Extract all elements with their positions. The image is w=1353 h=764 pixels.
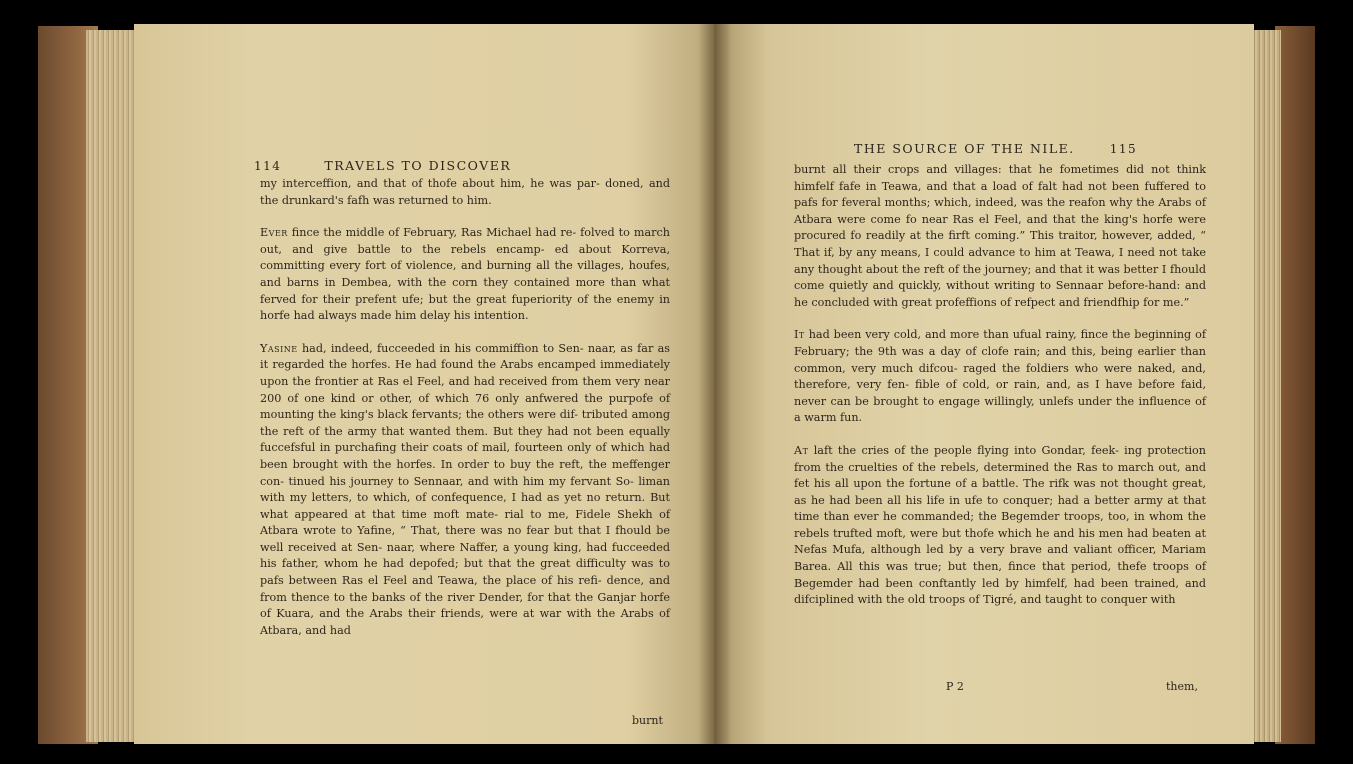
left-running-head: TRAVELS TO DISCOVER xyxy=(324,158,512,173)
right-catchword: them, xyxy=(1166,680,1198,693)
paragraph: Yasine had, indeed, fucceeded in his commiffion to Sen- naar, as far as it regarded the horfes. He had found the Arabs encamped immediately upon the frontier at Ras el Feel, and had received from them very near 200 of one kind or other, of which 76 only anfwered the purpofe of mounting the king's black fervants; the others were dif- tributed among the reft of the army that wanted them. But they had not been equally fuccefsful in purchafing their coats of mail, fourteen only of which had been brought with the horfes. In order to buy the reft, the meffenger con- tinued his journey to Sennaar, and with him my fervant So- liman with my letters, to which, of confequence, I had as yet no return. But what appeared at that time moft mate- rial to me, Fidele Shekh of Atbara wrote to Yafine, “ That, there was no fear but that I fhould be well received at Sen- naar, where Naffer, a young king, had fucceeded his father, whom he had depofed; but that the great difficulty was to pafs between Ras el Feel and Teawa, the place of his refi- dence, and from thence to the banks of the river Dender, for that the Ganjar horfe of Kuara, and the Arabs their friends, were at war with the Arabs of Atbara, and had xyxy=(260,341,670,637)
paragraph: burnt all their crops and villages: that he fometimes did not think himfelf fafe in Teawa, and that a load of falt had not been fuffered to pafs for feveral months; which, indeed, was the reafon why the Arabs of Atbara were come fo near Ras el Feel, and that the king's horfe were procured fo readily at the firft coming.” This traitor, however, added, “ That if, by any means, I could advance to him at Teawa, I need not take any thought about the reft of the journey; and that it was better I fhould come quietly and quickly, without writing to Sennaar before-hand: and he concluded with great profeffions of refpect and friendfhip for me.” xyxy=(794,163,1206,309)
left-catchword: burnt xyxy=(632,714,663,727)
open-book xyxy=(38,16,1315,749)
book-cover-right xyxy=(1275,26,1315,744)
left-page xyxy=(134,24,714,744)
right-page-body xyxy=(794,162,1206,609)
signature-mark: P 2 xyxy=(946,680,964,693)
paragraph: my interceffion, and that of thofe about him, he was par- doned, and the drunkard's fafh was returned to him. xyxy=(260,177,670,207)
paragraph: Ever fince the middle of February, Ras Michael had re- folved to march out, and give battle to the rebels encamp- ed about Korreva, committing every fort of violence, and burning all the villages, houfes, and barns in Dembea, with the corn they contained more than what ferved for their prefent ufe; but the great fuperiority of the enemy in horfe had always made him delay his intention. xyxy=(260,226,670,323)
right-page-header xyxy=(854,141,1137,156)
left-page-header xyxy=(254,158,511,173)
left-page-body xyxy=(260,176,670,639)
right-page-number: 115 xyxy=(1109,142,1138,156)
paragraph: At laft the cries of the people flying into Gondar, feek- ing protection from the cruelties of the rebels, determined the Ras to march out, and fet his all upon the fortune of a battle. The rifk was not thought great, as he had been all his life in ufe to conquer; had a better army at that time than ever he commanded; the Begemder troops, too, in whom the rebels trufted moft, were but thofe which he and his men had beaten at Nefas Mufa, although led by a very brave and valiant officer, Mariam Barea. All this was true; but then, fince that period, thefe troops of Begemder had been conftantly led by himfelf, had been trained, and difciplined with the old troops of Tigré, and taught to conquer with xyxy=(794,443,1206,607)
paragraph: It had been very cold, and more than ufual rainy, fince the beginning of February; the 9th was a day of clofe rain; and this, being earlier than common, very much difcou- raged the foldiers who were naked, and, therefore, very fen- fible of cold, or rain, and, as I have before faid, never can be brought to engage willingly, unlefs under the influence of a warm fun. xyxy=(794,328,1206,425)
right-running-head: THE SOURCE OF THE NILE. xyxy=(854,141,1075,156)
book-gutter xyxy=(698,24,732,744)
right-page xyxy=(714,24,1254,744)
left-page-number: 114 xyxy=(254,159,282,173)
